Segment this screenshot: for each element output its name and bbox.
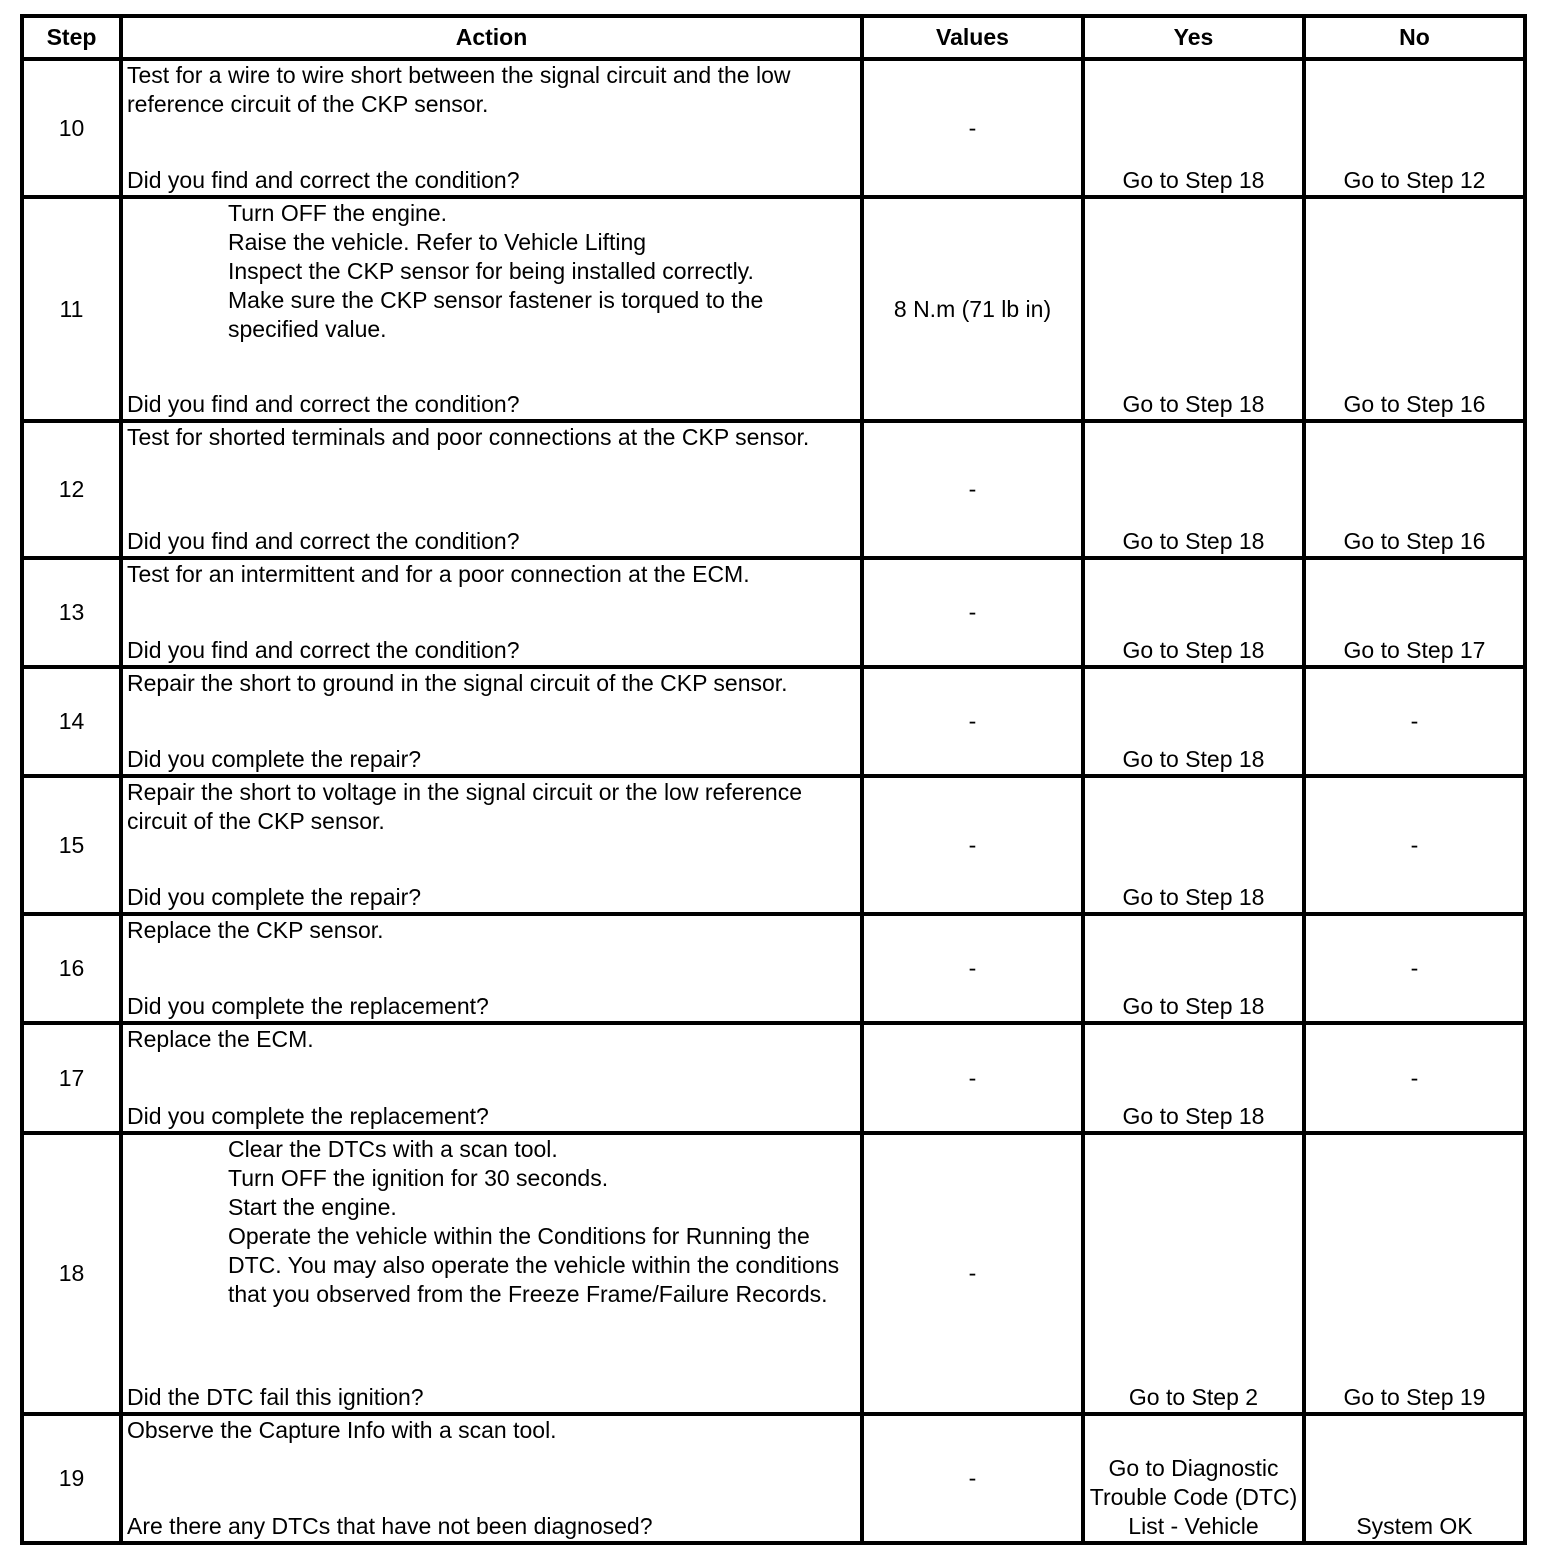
no-cell: System OK xyxy=(1304,1414,1525,1543)
values-cell: 8 N.m (71 lb in) xyxy=(862,197,1083,421)
no-cell: Go to Step 19 xyxy=(1304,1133,1525,1414)
step-number: 12 xyxy=(22,421,121,558)
action-instructions xyxy=(127,423,856,452)
yes-cell: Go to Step 18 xyxy=(1083,1023,1304,1133)
substep-list xyxy=(127,199,856,344)
action-cell xyxy=(121,558,862,667)
no-cell: Go to Step 16 xyxy=(1304,421,1525,558)
step-number: 17 xyxy=(22,1023,121,1133)
action-question: Did you find and correct the condition? xyxy=(127,637,520,663)
table-body xyxy=(22,59,1525,1543)
action-instructions xyxy=(127,1416,856,1445)
substep: Turn OFF the engine. xyxy=(228,200,448,226)
values-cell: - xyxy=(862,1414,1083,1543)
action-instructions xyxy=(127,560,856,589)
substep: Inspect the CKP sensor for being installed correctly. xyxy=(228,258,754,284)
action-content xyxy=(127,199,856,419)
no-cell: Go to Step 17 xyxy=(1304,558,1525,667)
action-content xyxy=(127,778,856,912)
action-instructions xyxy=(127,61,856,119)
substep: Operate the vehicle within the Conditions for Running the DTC. You may also operate the vehicle within the conditions that you observed from the Freeze Frame/Failure Records. xyxy=(228,1223,840,1307)
step-number: 13 xyxy=(22,558,121,667)
action-text: Test for shorted terminals and poor connections at the CKP sensor. xyxy=(127,424,810,450)
action-question: Did the DTC fail this ignition? xyxy=(127,1384,424,1410)
action-cell xyxy=(121,197,862,421)
action-content xyxy=(127,916,856,1021)
substep-list xyxy=(127,1135,856,1309)
action-content xyxy=(127,669,856,774)
yes-cell: Go to Step 2 xyxy=(1083,1133,1304,1414)
step-number: 19 xyxy=(22,1414,121,1543)
action-cell xyxy=(121,1023,862,1133)
action-question: Did you complete the replacement? xyxy=(127,993,489,1019)
action-cell xyxy=(121,667,862,776)
step-number: 14 xyxy=(22,667,121,776)
action-cell xyxy=(121,776,862,914)
header-action: Action xyxy=(121,16,862,59)
action-question: Did you complete the replacement? xyxy=(127,1103,489,1129)
header-no: No xyxy=(1304,16,1525,59)
action-instructions xyxy=(127,916,856,945)
no-cell: - xyxy=(1304,776,1525,914)
action-instructions xyxy=(127,1135,856,1309)
action-question: Did you find and correct the condition? xyxy=(127,167,520,193)
substep: Make sure the CKP sensor fastener is torqued to the specified value. xyxy=(228,287,764,342)
yes-cell: Go to Step 18 xyxy=(1083,776,1304,914)
no-cell: Go to Step 12 xyxy=(1304,59,1525,197)
values-cell: - xyxy=(862,59,1083,197)
action-instructions xyxy=(127,199,856,344)
action-cell xyxy=(121,59,862,197)
step-number: 15 xyxy=(22,776,121,914)
values-cell: - xyxy=(862,1023,1083,1133)
step-number: 18 xyxy=(22,1133,121,1414)
table-row xyxy=(22,667,1525,776)
table-row xyxy=(22,1414,1525,1543)
step-number: 11 xyxy=(22,197,121,421)
action-instructions xyxy=(127,1025,856,1054)
action-question: Did you find and correct the condition? xyxy=(127,528,520,554)
values-cell: - xyxy=(862,558,1083,667)
action-cell xyxy=(121,914,862,1023)
no-cell: - xyxy=(1304,1023,1525,1133)
table-row xyxy=(22,558,1525,667)
yes-cell: Go to Step 18 xyxy=(1083,197,1304,421)
action-instructions xyxy=(127,778,856,836)
no-cell: - xyxy=(1304,914,1525,1023)
diagnostic-table xyxy=(20,14,1527,1545)
values-cell: - xyxy=(862,667,1083,776)
header-yes: Yes xyxy=(1083,16,1304,59)
action-cell xyxy=(121,1133,862,1414)
action-content xyxy=(127,1135,856,1412)
action-question: Did you complete the repair? xyxy=(127,884,422,910)
substep: Clear the DTCs with a scan tool. xyxy=(228,1136,558,1162)
action-text: Observe the Capture Info with a scan tool. xyxy=(127,1417,557,1443)
no-cell: Go to Step 16 xyxy=(1304,197,1525,421)
substep: Raise the vehicle. Refer to Vehicle Lifting xyxy=(228,229,647,255)
yes-cell: Go to Step 18 xyxy=(1083,59,1304,197)
step-number: 10 xyxy=(22,59,121,197)
action-content xyxy=(127,1025,856,1131)
action-content xyxy=(127,423,856,556)
yes-cell: Go to Step 18 xyxy=(1083,421,1304,558)
table-row xyxy=(22,59,1525,197)
action-text: Replace the CKP sensor. xyxy=(127,917,384,943)
action-text: Repair the short to voltage in the signal circuit or the low reference circuit of the CKP sensor. xyxy=(127,779,803,834)
values-cell: - xyxy=(862,1133,1083,1414)
header-values: Values xyxy=(862,16,1083,59)
action-cell xyxy=(121,421,862,558)
yes-cell: Go to Step 18 xyxy=(1083,558,1304,667)
action-content xyxy=(127,61,856,195)
substep: Start the engine. xyxy=(228,1194,397,1220)
header-step: Step xyxy=(22,16,121,59)
yes-cell: Go to Diagnostic Trouble Code (DTC) List - Vehicle xyxy=(1083,1414,1304,1543)
step-number: 16 xyxy=(22,914,121,1023)
table-row xyxy=(22,1133,1525,1414)
action-instructions xyxy=(127,669,856,698)
yes-cell: Go to Step 18 xyxy=(1083,667,1304,776)
action-content xyxy=(127,560,856,665)
action-question: Are there any DTCs that have not been diagnosed? xyxy=(127,1513,653,1539)
action-text: Test for an intermittent and for a poor connection at the ECM. xyxy=(127,561,750,587)
substep: Turn OFF the ignition for 30 seconds. xyxy=(228,1165,609,1191)
values-cell: - xyxy=(862,421,1083,558)
values-cell: - xyxy=(862,776,1083,914)
values-cell: - xyxy=(862,914,1083,1023)
action-question: Did you find and correct the condition? xyxy=(127,391,520,417)
action-text: Replace the ECM. xyxy=(127,1026,314,1052)
action-text: Repair the short to ground in the signal circuit of the CKP sensor. xyxy=(127,670,788,696)
table-row xyxy=(22,914,1525,1023)
header-row xyxy=(22,16,1525,59)
action-text: Test for a wire to wire short between the signal circuit and the low reference circuit of the CKP sensor. xyxy=(127,62,791,117)
table-row xyxy=(22,1023,1525,1133)
table-row xyxy=(22,197,1525,421)
action-question: Did you complete the repair? xyxy=(127,746,422,772)
action-content xyxy=(127,1416,856,1541)
table-row xyxy=(22,776,1525,914)
action-cell xyxy=(121,1414,862,1543)
no-cell: - xyxy=(1304,667,1525,776)
table-row xyxy=(22,421,1525,558)
yes-cell: Go to Step 18 xyxy=(1083,914,1304,1023)
